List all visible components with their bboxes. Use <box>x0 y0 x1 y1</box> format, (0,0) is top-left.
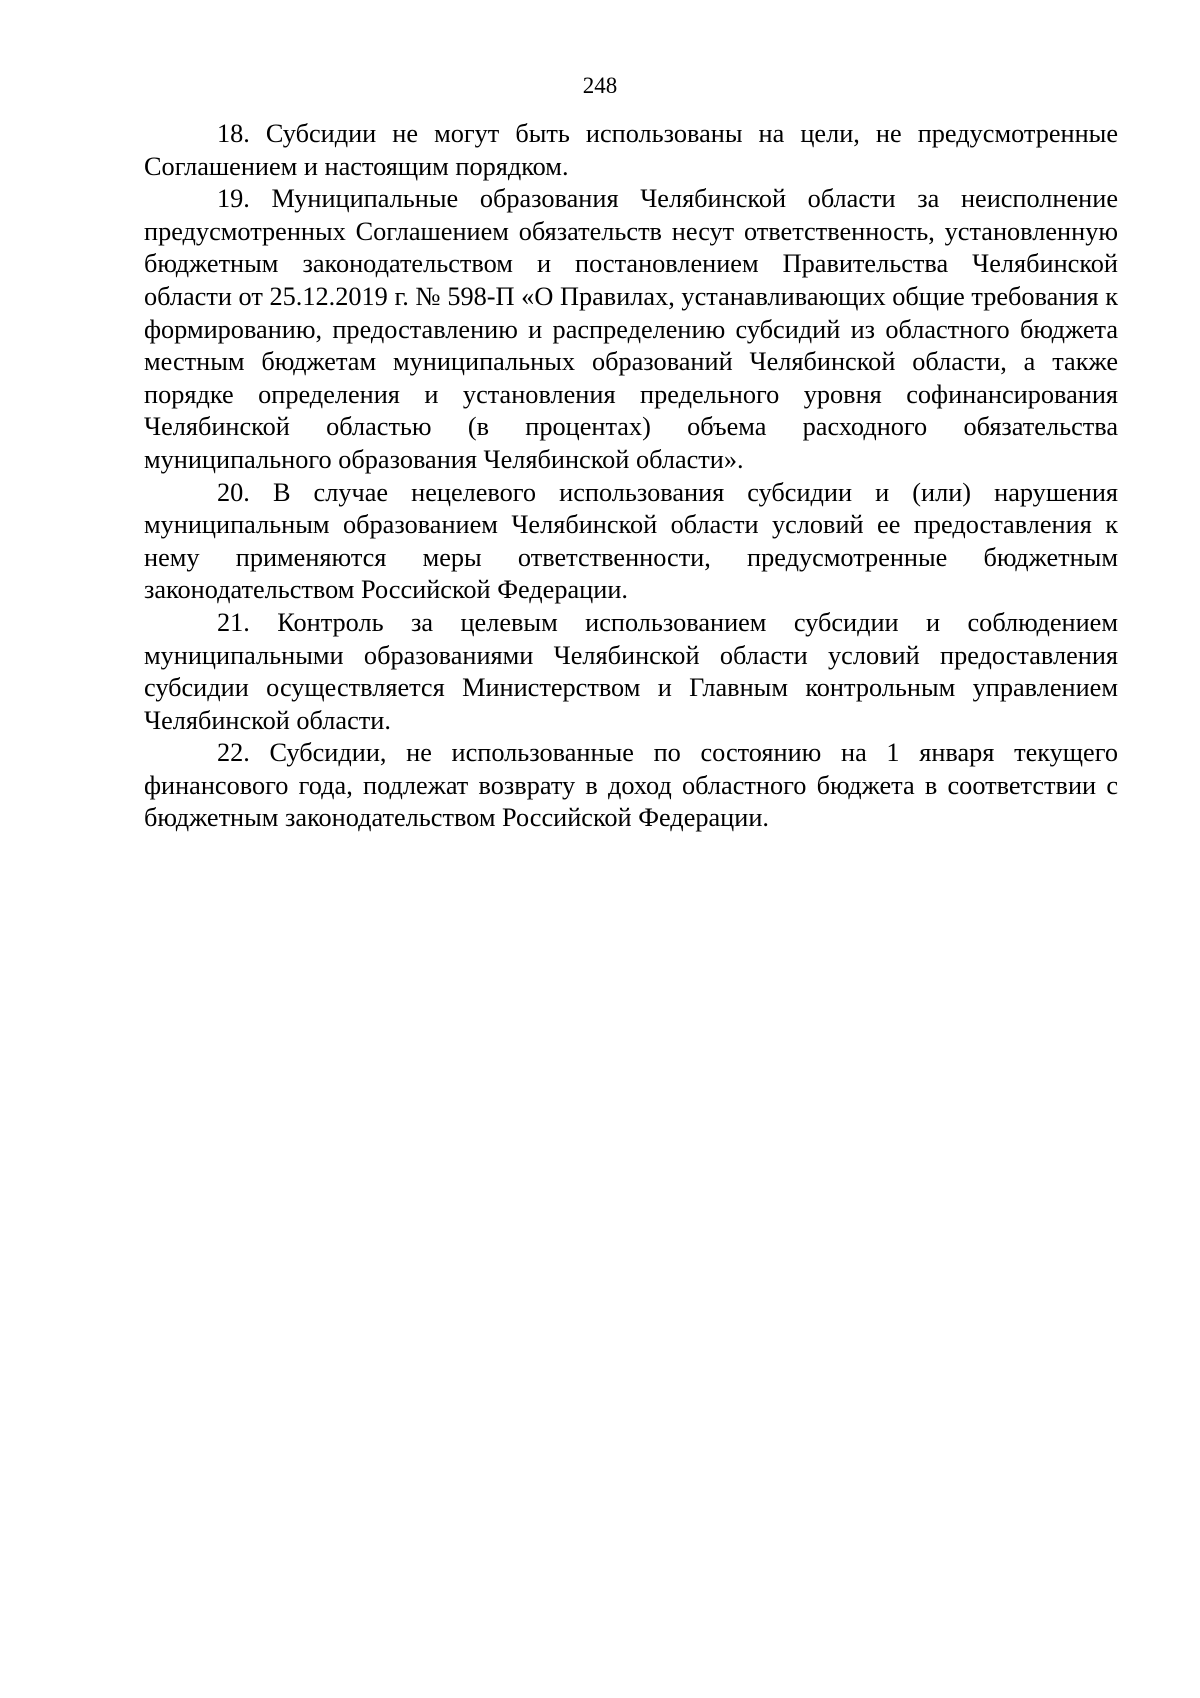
paragraph-20: 20. В случае нецелевого использования субсидии и (или) нарушения муниципальным образованием Челябинской области условий ее предоставления к нему применяются меры ответственности, предусмотренные бюджетным законодательством Российской Федерации. <box>144 477 1118 605</box>
document-body <box>144 118 1118 835</box>
paragraph-21: 21. Контроль за целевым использованием субсидии и соблюдением муниципальными образованиями Челябинской области условий предоставления субсидии осуществляется Министерством и Главным контрольным управлением Челябинской области. <box>144 607 1118 735</box>
paragraph-19: 19. Муниципальные образования Челябинской области за неисполнение предусмотренных Соглашением обязательств несут ответственность, установленную бюджетным законодательством и постановлением Правительства Челябинской области от 25.12.2019 г. № 598-П «О Правилах, устанавливающих общие требования к формированию, предоставлению и распределению субсидий из областного бюджета местным бюджетам муниципальных образований Челябинской области, а также порядке определения и установления предельного уровня софинансирования Челябинской областью (в процентах) объема расходного обязательства муниципального образования Челябинской области». <box>144 184 1118 474</box>
paragraph-18: 18. Субсидии не могут быть использованы на цели, не предусмотренные Соглашением и настоящим порядком. <box>144 119 1118 181</box>
page-number: 248 <box>582 73 618 98</box>
paragraph-22: 22. Субсидии, не использованные по состоянию на 1 января текущего финансового года, подлежат возврату в доход областного бюджета в соответствии с бюджетным законодательством Российской Федерации. <box>144 738 1118 833</box>
